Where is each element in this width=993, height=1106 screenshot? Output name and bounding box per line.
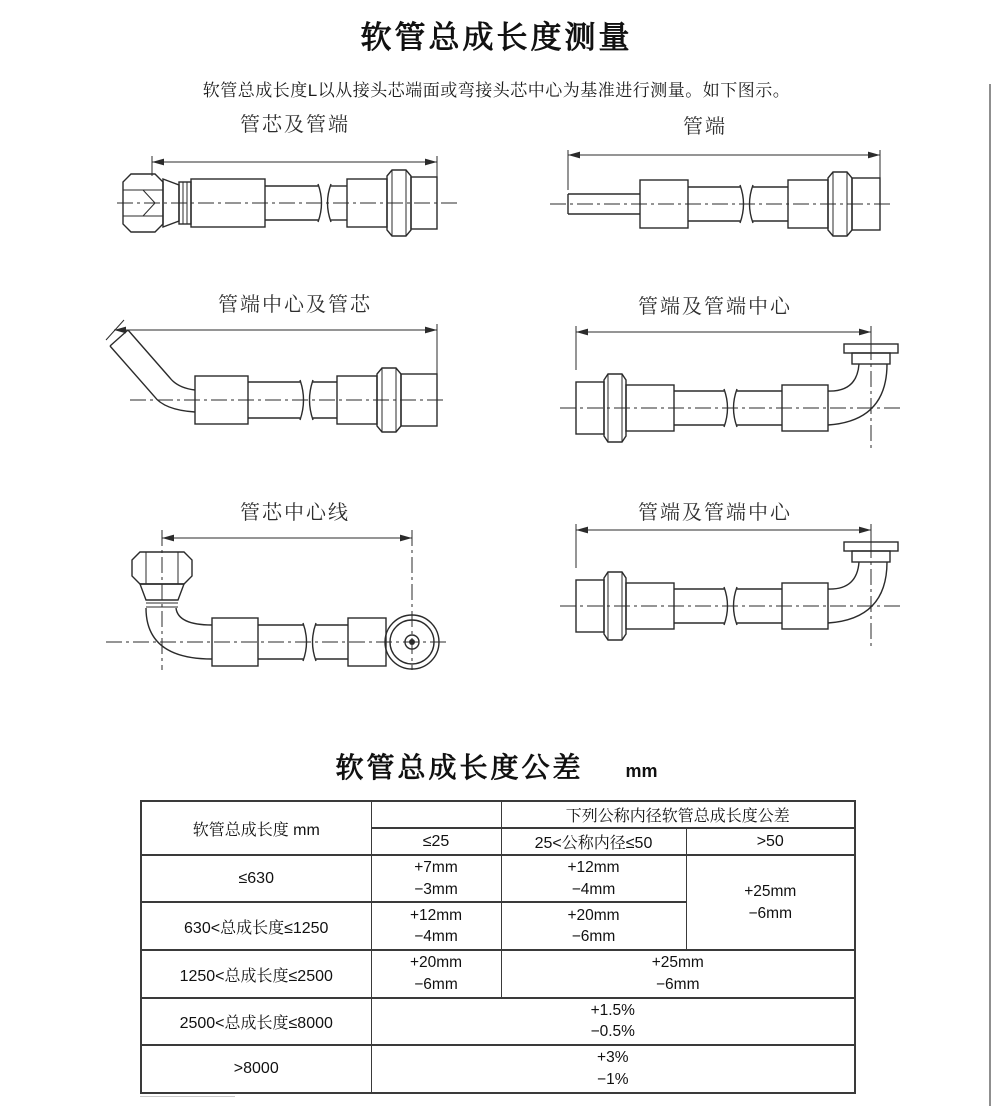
col-header-gt50: >50 — [686, 828, 855, 855]
diagram5-svg — [100, 522, 455, 672]
tolerance-cell-merged: +25mm −6mm — [501, 950, 855, 997]
scan-edge-artifact — [989, 84, 991, 1106]
diagram5-hose-drawing — [100, 522, 455, 672]
intro-text: 软管总成长度L以从接头芯端面或弯接头芯中心为基准进行测量。如下图示。 — [202, 81, 791, 100]
diagram3-label: 管端中心及管芯 — [218, 294, 372, 316]
range-cell: >8000 — [141, 1045, 371, 1092]
table-row — [141, 1045, 855, 1092]
tolerance-cell-merged: +25mm −6mm — [686, 855, 855, 950]
diagram4-label: 管端及管端中心 — [638, 296, 792, 318]
diagram2-label: 管端 — [683, 116, 727, 138]
range-cell: 1250<总成长度≤2500 — [141, 950, 371, 997]
page-title: 软管总成长度测量 — [360, 20, 633, 55]
tolerance-cell: +7mm −3mm — [371, 855, 501, 902]
tolerance-cell: +12mm −4mm — [371, 902, 501, 950]
diagram4-svg — [556, 318, 906, 458]
table-row — [141, 855, 855, 902]
tolerance-cell: +20mm −6mm — [371, 950, 501, 997]
flange-elbow-fitting — [828, 344, 898, 425]
col-header-le25: ≤25 — [371, 828, 501, 855]
dimension-line — [576, 524, 871, 568]
diagram6-label: 管端及管端中心 — [638, 502, 792, 524]
table-header-row-1 — [141, 801, 855, 828]
tolerance-cell: +12mm −4mm — [501, 855, 686, 902]
diagram1-label: 管芯及管端 — [240, 114, 350, 136]
tolerance-cell: +20mm −6mm — [501, 902, 686, 950]
dimension-line — [152, 156, 437, 188]
scan-footer-artifact — [140, 1096, 235, 1097]
diagram3-svg — [100, 312, 450, 447]
range-cell: ≤630 — [141, 855, 371, 902]
range-cell: 2500<总成长度≤8000 — [141, 998, 371, 1045]
diagram2-svg — [548, 142, 893, 237]
dimension-line — [162, 535, 412, 542]
diagram1-svg — [115, 146, 460, 241]
tolerance-unit: mm — [625, 761, 658, 781]
dimension-line — [576, 326, 871, 370]
tolerance-cell-merged: +1.5% −0.5% — [371, 998, 855, 1045]
empty-header-cell — [371, 801, 501, 828]
diagram5-label: 管芯中心线 — [240, 502, 350, 524]
diagram2-hose-drawing — [548, 142, 893, 237]
group-header-cell: 下列公称内径软管总成长度公差 — [501, 801, 855, 828]
tolerance-section-title — [0, 746, 993, 786]
length-header-cell: 软管总成长度 mm — [141, 801, 371, 855]
diagram6-hose-drawing — [556, 516, 906, 656]
table-row — [141, 998, 855, 1045]
tolerance-cell-merged: +3% −1% — [371, 1045, 855, 1092]
tolerance-title-text: 软管总成长度公差 — [335, 752, 584, 783]
flange-elbow-fitting — [828, 542, 898, 623]
col-header-mid: 25<公称内径≤50 — [501, 828, 686, 855]
diagram1-hose-drawing — [115, 146, 460, 241]
dimension-line — [106, 320, 437, 380]
elbow-nut-fitting — [132, 552, 212, 659]
table-row — [141, 950, 855, 997]
range-cell: 630<总成长度≤1250 — [141, 902, 371, 950]
diagram6-svg — [556, 516, 906, 656]
tolerance-table — [140, 800, 856, 1094]
diagram3-hose-drawing — [100, 312, 450, 447]
diagram4-hose-drawing — [556, 318, 906, 458]
